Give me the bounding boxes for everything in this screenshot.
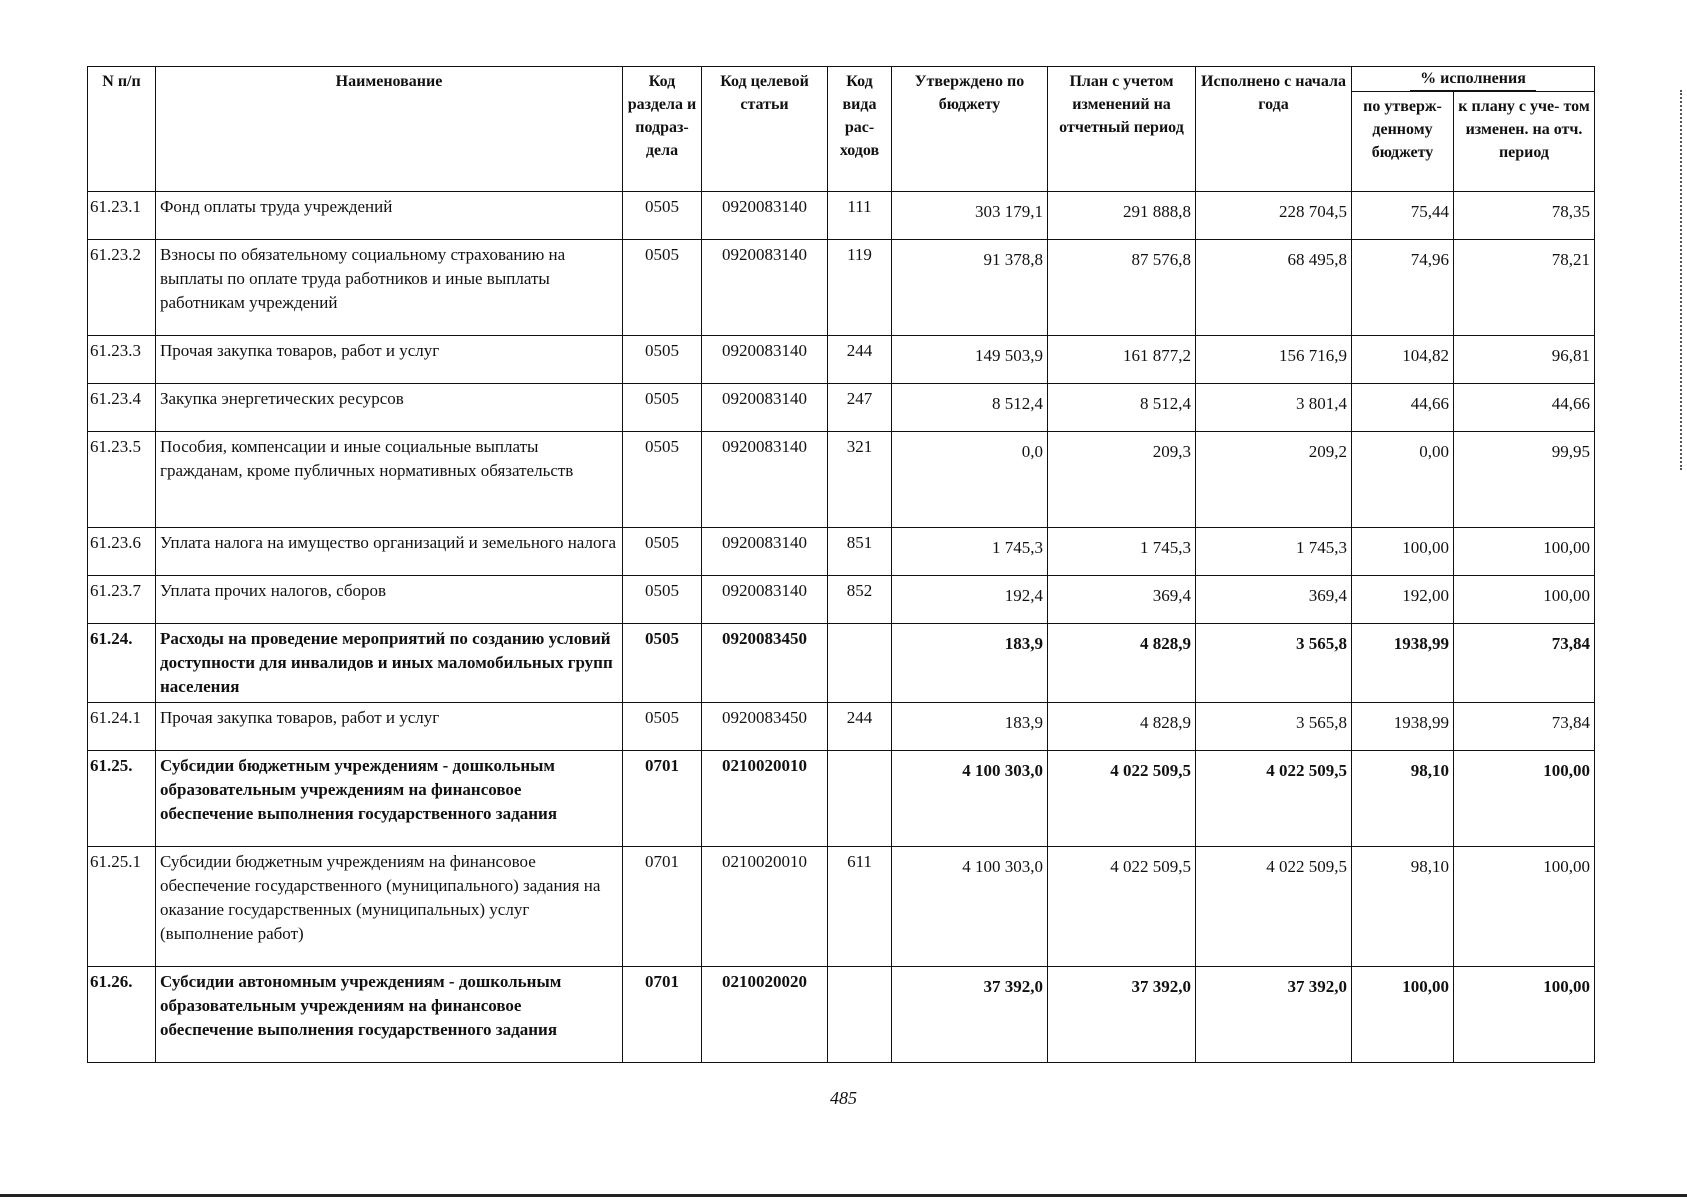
row-index: 61.23.5 (88, 432, 156, 528)
row-pct-budget: 74,96 (1352, 240, 1454, 336)
table-row (88, 703, 1595, 751)
row-approved: 4 100 303,0 (892, 847, 1048, 967)
row-plan: 209,3 (1048, 432, 1196, 528)
row-executed: 228 704,5 (1196, 192, 1352, 240)
row-plan: 4 022 509,5 (1048, 751, 1196, 847)
header-num: N п/п (88, 67, 156, 192)
row-name: Взносы по обязательному социальному страхованию на выплаты по оплате труда работников и иные выплаты работникам учреждений (156, 240, 623, 336)
header-plan: План с учетом изменений на отчетный период (1048, 67, 1196, 192)
table-row (88, 751, 1595, 847)
row-index: 61.25. (88, 751, 156, 847)
table-row (88, 624, 1595, 703)
row-plan: 161 877,2 (1048, 336, 1196, 384)
row-plan: 4 022 509,5 (1048, 847, 1196, 967)
row-plan: 369,4 (1048, 576, 1196, 624)
row-section-code: 0701 (623, 751, 702, 847)
header-pct-group (1352, 67, 1595, 92)
row-index: 61.23.6 (88, 528, 156, 576)
row-type-code: 247 (828, 384, 892, 432)
row-pct-plan: 73,84 (1454, 624, 1595, 703)
row-pct-budget: 100,00 (1352, 528, 1454, 576)
row-index: 61.23.3 (88, 336, 156, 384)
row-index: 61.23.1 (88, 192, 156, 240)
row-type-code: 852 (828, 576, 892, 624)
row-pct-plan: 100,00 (1454, 576, 1595, 624)
table-body (88, 192, 1595, 1063)
row-pct-plan: 100,00 (1454, 528, 1595, 576)
row-name: Закупка энергетических ресурсов (156, 384, 623, 432)
row-executed: 3 801,4 (1196, 384, 1352, 432)
row-type-code: 119 (828, 240, 892, 336)
row-name: Прочая закупка товаров, работ и услуг (156, 703, 623, 751)
row-target-code: 0920083450 (702, 624, 828, 703)
row-pct-budget: 192,00 (1352, 576, 1454, 624)
header-pct-budget: по утверж- денному бюджету (1352, 92, 1454, 192)
row-executed: 68 495,8 (1196, 240, 1352, 336)
table-row (88, 967, 1595, 1063)
row-type-code: 321 (828, 432, 892, 528)
row-pct-budget: 44,66 (1352, 384, 1454, 432)
row-type-code: 244 (828, 336, 892, 384)
row-name: Субсидии бюджетным учреждениям на финансовое обеспечение государственного (муниципального) задания на оказание государственных (муниципальных) услуг (выполнение работ) (156, 847, 623, 967)
row-section-code: 0505 (623, 624, 702, 703)
row-approved: 303 179,1 (892, 192, 1048, 240)
row-plan: 87 576,8 (1048, 240, 1196, 336)
budget-table (87, 66, 1595, 1063)
row-name: Субсидии автономным учреждениям - дошкольным образовательным учреждениям на финансовое обеспечение выполнения государственного задания (156, 967, 623, 1063)
table-row (88, 576, 1595, 624)
row-section-code: 0505 (623, 703, 702, 751)
row-pct-plan: 99,95 (1454, 432, 1595, 528)
row-target-code: 0210020010 (702, 847, 828, 967)
header-section: Код раздела и подраз- дела (623, 67, 702, 192)
row-type-code: 611 (828, 847, 892, 967)
row-target-code: 0920083140 (702, 384, 828, 432)
row-name: Уплата налога на имущество организаций и земельного налога (156, 528, 623, 576)
row-executed: 369,4 (1196, 576, 1352, 624)
row-target-code: 0920083140 (702, 576, 828, 624)
row-approved: 91 378,8 (892, 240, 1048, 336)
row-approved: 183,9 (892, 624, 1048, 703)
row-approved: 0,0 (892, 432, 1048, 528)
row-name: Пособия, компенсации и иные социальные выплаты гражданам, кроме публичных нормативных обязательств (156, 432, 623, 528)
row-plan: 291 888,8 (1048, 192, 1196, 240)
row-pct-plan: 100,00 (1454, 967, 1595, 1063)
row-approved: 1 745,3 (892, 528, 1048, 576)
row-pct-plan: 100,00 (1454, 751, 1595, 847)
row-executed: 156 716,9 (1196, 336, 1352, 384)
bottom-rule (0, 1194, 1687, 1197)
row-approved: 8 512,4 (892, 384, 1048, 432)
row-section-code: 0505 (623, 192, 702, 240)
row-name: Субсидии бюджетным учреждениям - дошкольным образовательным учреждениям на финансовое обеспечение выполнения государственного задания (156, 751, 623, 847)
page-number: 485 (830, 1088, 857, 1108)
table-row (88, 384, 1595, 432)
row-plan: 4 828,9 (1048, 624, 1196, 703)
row-index: 61.24. (88, 624, 156, 703)
row-pct-budget: 1938,99 (1352, 703, 1454, 751)
row-name: Прочая закупка товаров, работ и услуг (156, 336, 623, 384)
row-executed: 37 392,0 (1196, 967, 1352, 1063)
row-pct-budget: 0,00 (1352, 432, 1454, 528)
row-pct-budget: 75,44 (1352, 192, 1454, 240)
header-executed: Исполнено с начала года (1196, 67, 1352, 192)
row-target-code: 0210020010 (702, 751, 828, 847)
header-target: Код целевой статьи (702, 67, 828, 192)
table-row (88, 192, 1595, 240)
row-executed: 4 022 509,5 (1196, 847, 1352, 967)
header-pct-plan: к плану с уче- том изменен. на отч. период (1454, 92, 1595, 192)
row-name: Уплата прочих налогов, сборов (156, 576, 623, 624)
row-pct-budget: 1938,99 (1352, 624, 1454, 703)
row-index: 61.26. (88, 967, 156, 1063)
header-pct-group-label: % исполнения (1410, 67, 1536, 91)
row-plan: 1 745,3 (1048, 528, 1196, 576)
row-section-code: 0505 (623, 432, 702, 528)
row-type-code: 111 (828, 192, 892, 240)
header-type: Код вида рас- ходов (828, 67, 892, 192)
row-type-code (828, 751, 892, 847)
row-target-code: 0210020020 (702, 967, 828, 1063)
row-executed: 1 745,3 (1196, 528, 1352, 576)
row-pct-budget: 98,10 (1352, 847, 1454, 967)
row-pct-plan: 78,21 (1454, 240, 1595, 336)
row-index: 61.25.1 (88, 847, 156, 967)
row-approved: 149 503,9 (892, 336, 1048, 384)
row-pct-budget: 98,10 (1352, 751, 1454, 847)
row-name: Расходы на проведение мероприятий по созданию условий доступности для инвалидов и иных маломобильных групп населения (156, 624, 623, 703)
header-name: Наименование (156, 67, 623, 192)
row-section-code: 0505 (623, 528, 702, 576)
table-row (88, 432, 1595, 528)
row-target-code: 0920083140 (702, 336, 828, 384)
row-approved: 37 392,0 (892, 967, 1048, 1063)
row-approved: 183,9 (892, 703, 1048, 751)
row-index: 61.24.1 (88, 703, 156, 751)
row-pct-plan: 100,00 (1454, 847, 1595, 967)
row-type-code: 244 (828, 703, 892, 751)
row-target-code: 0920083140 (702, 432, 828, 528)
row-pct-budget: 104,82 (1352, 336, 1454, 384)
row-executed: 209,2 (1196, 432, 1352, 528)
row-target-code: 0920083140 (702, 240, 828, 336)
table-header (88, 67, 1595, 192)
row-section-code: 0701 (623, 967, 702, 1063)
row-type-code (828, 967, 892, 1063)
row-section-code: 0701 (623, 847, 702, 967)
row-approved: 192,4 (892, 576, 1048, 624)
row-target-code: 0920083140 (702, 192, 828, 240)
row-executed: 3 565,8 (1196, 703, 1352, 751)
row-plan: 8 512,4 (1048, 384, 1196, 432)
scan-edge-mark (1680, 90, 1684, 470)
row-approved: 4 100 303,0 (892, 751, 1048, 847)
row-plan: 37 392,0 (1048, 967, 1196, 1063)
row-executed: 4 022 509,5 (1196, 751, 1352, 847)
row-type-code (828, 624, 892, 703)
table-row (88, 240, 1595, 336)
row-index: 61.23.4 (88, 384, 156, 432)
row-index: 61.23.7 (88, 576, 156, 624)
row-index: 61.23.2 (88, 240, 156, 336)
row-target-code: 0920083450 (702, 703, 828, 751)
table-row (88, 336, 1595, 384)
table-row (88, 847, 1595, 967)
row-executed: 3 565,8 (1196, 624, 1352, 703)
row-section-code: 0505 (623, 336, 702, 384)
row-pct-plan: 44,66 (1454, 384, 1595, 432)
header-approved: Утверждено по бюджету (892, 67, 1048, 192)
row-section-code: 0505 (623, 576, 702, 624)
table-row (88, 528, 1595, 576)
row-pct-plan: 78,35 (1454, 192, 1595, 240)
row-name: Фонд оплаты труда учреждений (156, 192, 623, 240)
row-section-code: 0505 (623, 240, 702, 336)
row-plan: 4 828,9 (1048, 703, 1196, 751)
row-target-code: 0920083140 (702, 528, 828, 576)
row-section-code: 0505 (623, 384, 702, 432)
row-pct-budget: 100,00 (1352, 967, 1454, 1063)
row-type-code: 851 (828, 528, 892, 576)
row-pct-plan: 73,84 (1454, 703, 1595, 751)
row-pct-plan: 96,81 (1454, 336, 1595, 384)
